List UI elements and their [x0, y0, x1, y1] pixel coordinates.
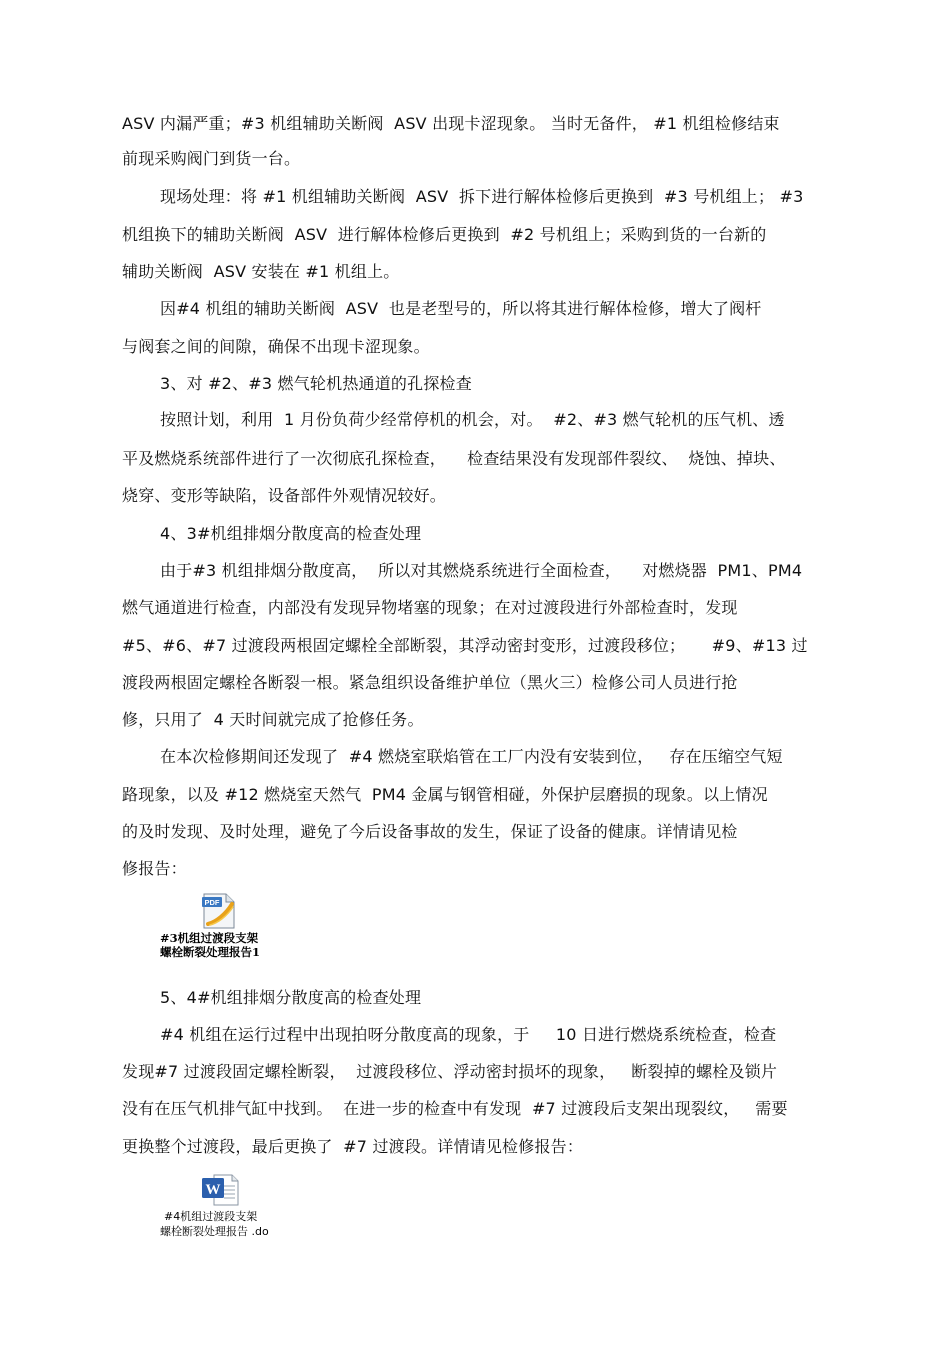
body-line: 机组换下的辅助关断阀 ASV 进行解体检修后更换到 #2 号机组上；采购到货的一台新的: [122, 225, 767, 244]
body-line: #5、#6、#7 过渡段两根固定螺栓全部断裂，其浮动密封变形，过渡段移位； #9、#13 过: [122, 636, 808, 655]
pdf-attachment-caption-line1: #3机组过渡段支架: [160, 931, 259, 945]
body-line: 与阀套之间的间隙，确保不出现卡涩现象。: [122, 337, 430, 356]
svg-text:W: W: [205, 1182, 221, 1198]
word-attachment[interactable]: [158, 1172, 298, 1244]
body-line: 修，只用了 4 天时间就完成了抢修任务。: [122, 710, 424, 729]
body-line: 路现象，以及 #12 燃烧室天然气 PM4 金属与钢管相碰，外保护层磨损的现象。以上情况: [122, 785, 768, 804]
body-line: #4 机组在运行过程中出现拍呀分散度高的现象，于 10 日进行燃烧系统检查，检查: [160, 1025, 777, 1044]
word-document-icon: [200, 1172, 240, 1208]
section-heading: 3、对 #2、#3 燃气轮机热通道的孔探检查: [160, 374, 472, 393]
body-line: 现场处理：将 #1 机组辅助关断阀 ASV 拆下进行解体检修后更换到 #3 号机组上； #3: [160, 187, 804, 206]
body-line: ASV 内漏严重；#3 机组辅助关断阀 ASV 出现卡涩现象。 当时无备件， #1 机组检修结束: [122, 114, 780, 133]
body-line: 修报告：: [122, 859, 187, 878]
pdf-file-icon: [200, 892, 240, 930]
pdf-attachment-caption-line2: 螺栓断裂处理报告1: [160, 945, 261, 959]
svg-text:PDF: PDF: [204, 898, 220, 907]
body-line: 的及时发现、及时处理，避免了今后设备事故的发生，保证了设备的健康。详情请见检: [122, 822, 738, 841]
body-line: 更换整个过渡段，最后更换了 #7 过渡段。详情请见检修报告：: [122, 1137, 584, 1156]
body-line: 没有在压气机排气缸中找到。 在进一步的检查中有发现 #7 过渡段后支架出现裂纹， 需要: [122, 1099, 788, 1118]
body-line: 由于#3 机组排烟分散度高， 所以对其燃烧系统进行全面检查， 对燃烧器 PM1、PM4: [160, 561, 803, 580]
body-line: 平及燃烧系统部件进行了一次彻底孔探检查， 检查结果没有发现部件裂纹、 烧蚀、掉块、: [122, 449, 786, 468]
body-line: 发现#7 过渡段固定螺栓断裂， 过渡段移位、浮动密封损坏的现象， 断裂掉的螺栓及锁片: [122, 1062, 778, 1081]
body-line: 因#4 机组的辅助关断阀 ASV 也是老型号的，所以将其进行解体检修，增大了阀杆: [160, 299, 762, 318]
body-line: 渡段两根固定螺栓各断裂一根。紧急组织设备维护单位（黑火三）检修公司人员进行抢: [122, 673, 738, 692]
body-line: 前现采购阀门到货一台。: [122, 149, 301, 168]
body-line: 辅助关断阀 ASV 安装在 #1 机组上。: [122, 262, 400, 281]
section-heading: 4、3#机组排烟分散度高的检查处理: [160, 524, 422, 543]
word-attachment-caption-line2: 螺栓断裂处理报告 .do: [160, 1225, 269, 1238]
word-attachment-caption-line1: #4机组过渡段支架: [164, 1210, 258, 1223]
body-line: 在本次检修期间还发现了 #4 燃烧室联焰管在工厂内没有安装到位， 存在压缩空气短: [160, 747, 783, 766]
pdf-attachment[interactable]: [158, 892, 288, 960]
body-line: 烧穿、变形等缺陷，设备部件外观情况较好。: [122, 486, 447, 505]
body-line: 燃气通道进行检查，内部没有发现异物堵塞的现象；在对过渡段进行外部检查时，发现: [122, 598, 738, 617]
section-heading: 5、4#机组排烟分散度高的检查处理: [160, 988, 422, 1007]
body-line: 按照计划，利用 1 月份负荷少经常停机的机会，对。 #2、#3 燃气轮机的压气机、透: [160, 410, 785, 429]
